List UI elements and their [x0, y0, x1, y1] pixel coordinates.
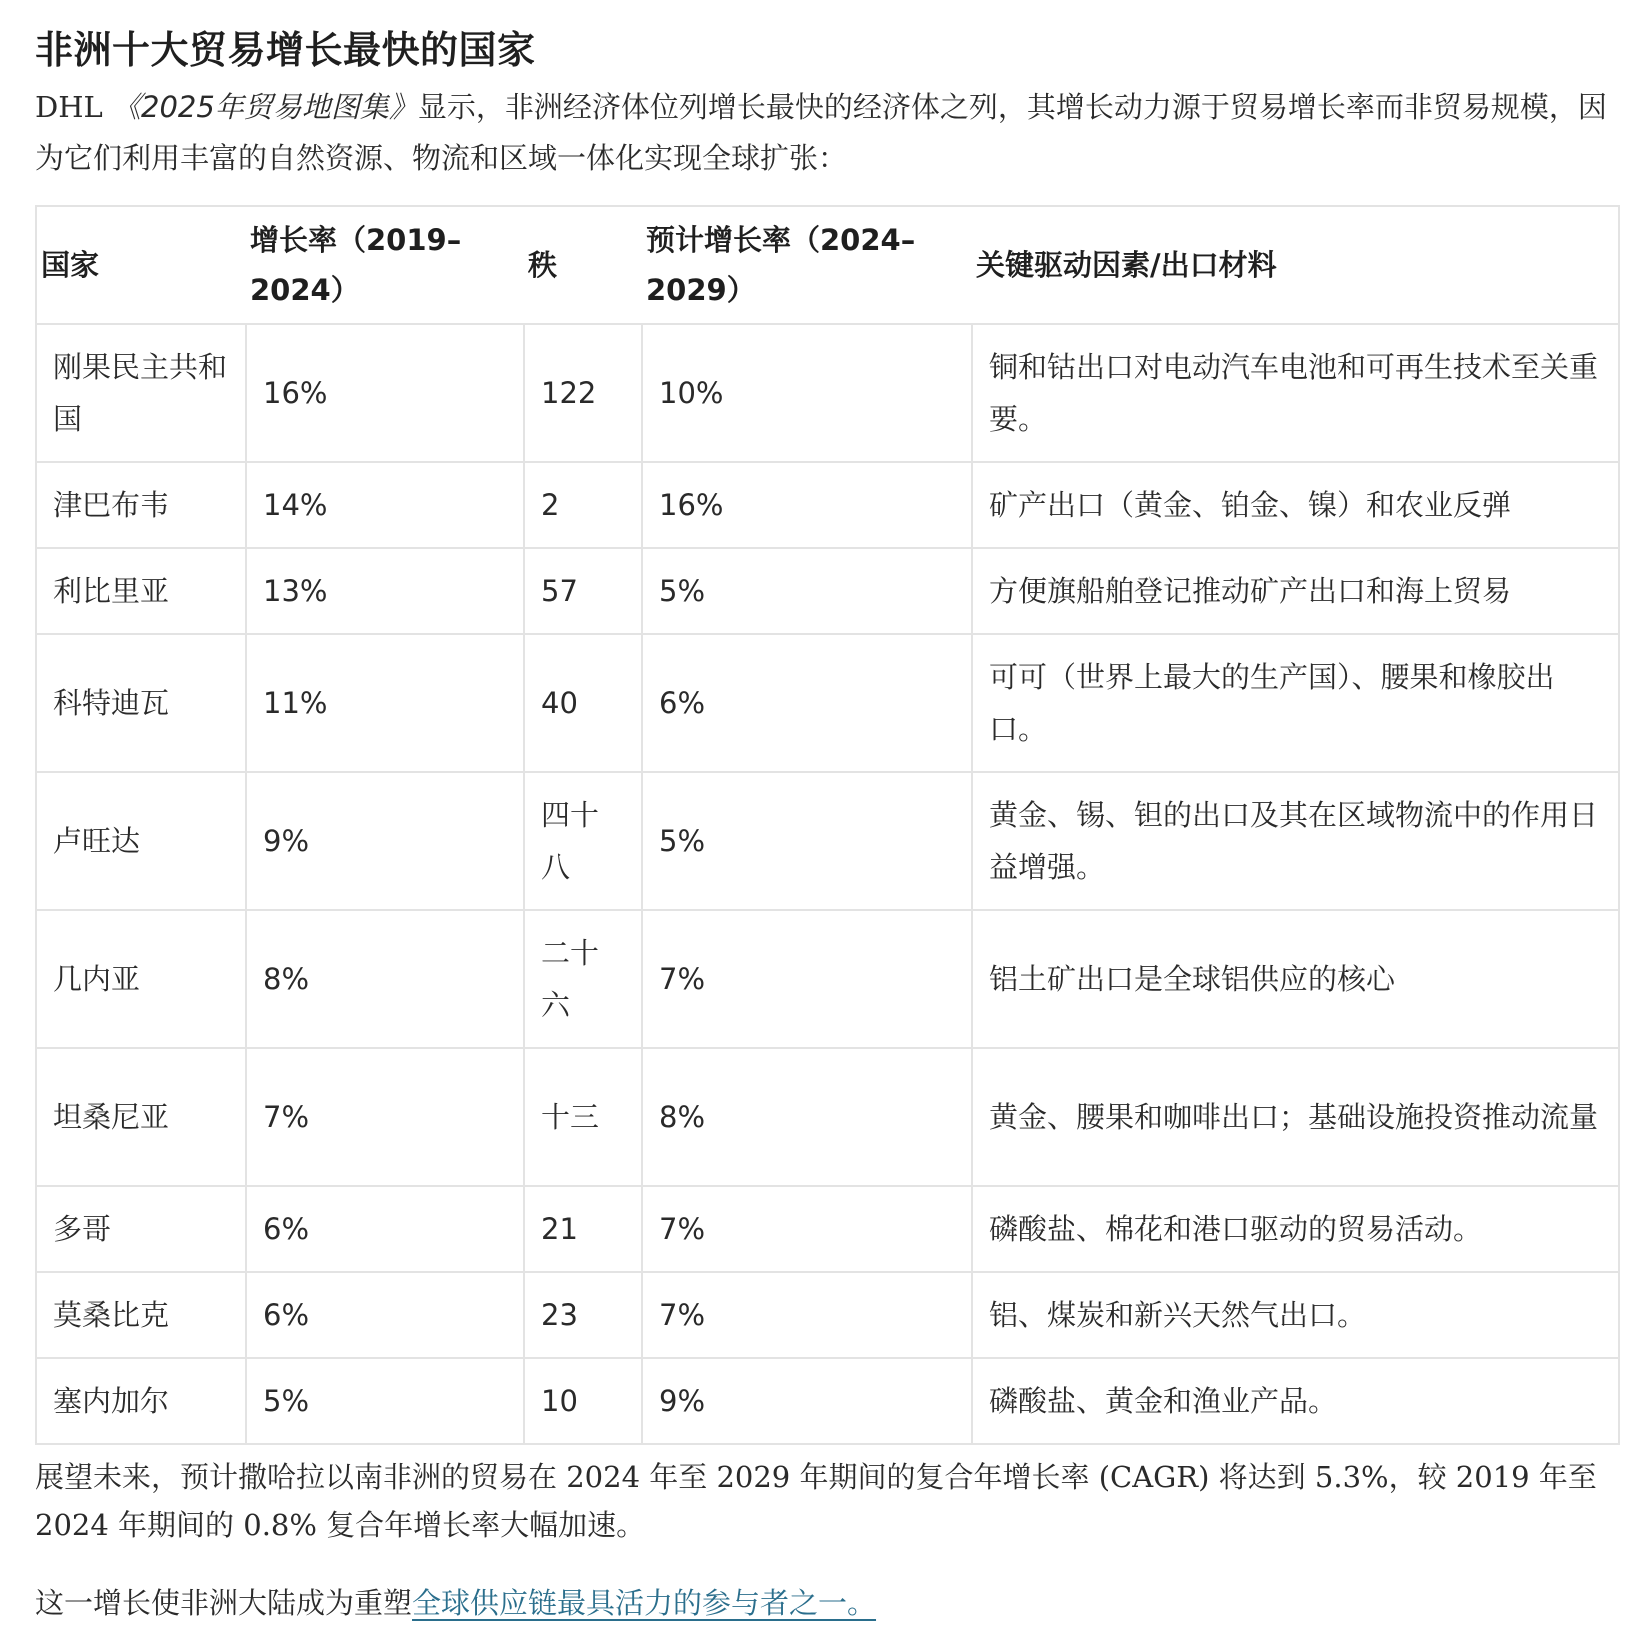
cell-country: 多哥 — [36, 1186, 246, 1272]
cell-growth-rate: 13% — [246, 548, 524, 634]
cell-key-drivers: 矿产出口（黄金、铂金、镍）和农业反弹 — [972, 462, 1619, 548]
cell-key-drivers: 铝、煤炭和新兴天然气出口。 — [972, 1272, 1619, 1358]
cell-rank: 21 — [524, 1186, 642, 1272]
supply-chain-link[interactable]: 全球供应链最具活力的参与者之一。 — [412, 1586, 877, 1620]
cell-projected-growth: 7% — [642, 1272, 972, 1358]
intro-source: DHL — [35, 90, 113, 124]
cell-rank: 二十六 — [524, 910, 642, 1048]
cell-growth-rate: 6% — [246, 1186, 524, 1272]
table-row — [36, 1048, 1619, 1186]
cell-country: 卢旺达 — [36, 772, 246, 910]
cell-growth-rate: 6% — [246, 1272, 524, 1358]
closing-text: 这一增长使非洲大陆成为重塑 — [35, 1586, 413, 1620]
table-row — [36, 634, 1619, 772]
cell-projected-growth: 8% — [642, 1048, 972, 1186]
cell-projected-growth: 16% — [642, 462, 972, 548]
header-rank: 秩 — [524, 206, 642, 324]
header-projected-growth: 预计增长率（2024–2029） — [642, 206, 972, 324]
cell-rank: 2 — [524, 462, 642, 548]
table-row — [36, 1272, 1619, 1358]
outlook-paragraph: 展望未来，预计撒哈拉以南非洲的贸易在 2024 年至 2029 年期间的复合年增长率 (CAGR) 将达到 5.3%，较 2019 年至 2024 年期间的 0.8% 复合年增长率大幅加速。 — [35, 1460, 1597, 1542]
cell-projected-growth: 7% — [642, 1186, 972, 1272]
cell-growth-rate: 5% — [246, 1358, 524, 1444]
cell-rank: 40 — [524, 634, 642, 772]
cell-country: 塞内加尔 — [36, 1358, 246, 1444]
cell-key-drivers: 磷酸盐、黄金和渔业产品。 — [972, 1358, 1619, 1444]
table-row — [36, 1358, 1619, 1444]
table-row — [36, 772, 1619, 910]
article-title: 非洲十大贸易增长最快的国家 — [35, 28, 536, 72]
trade-growth-table — [35, 205, 1620, 1445]
cell-country: 利比里亚 — [36, 548, 246, 634]
cell-projected-growth: 10% — [642, 324, 972, 462]
cell-country: 几内亚 — [36, 910, 246, 1048]
cell-key-drivers: 黄金、腰果和咖啡出口；基础设施投资推动流量 — [972, 1048, 1619, 1186]
header-growth-rate: 增长率（2019–2024） — [246, 206, 524, 324]
cell-rank: 四十八 — [524, 772, 642, 910]
table-row — [36, 1186, 1619, 1272]
cell-key-drivers: 方便旗船舶登记推动矿产出口和海上贸易 — [972, 548, 1619, 634]
table-row — [36, 548, 1619, 634]
cell-growth-rate: 9% — [246, 772, 524, 910]
cell-rank: 122 — [524, 324, 642, 462]
cell-rank: 23 — [524, 1272, 642, 1358]
table-header-row — [36, 206, 1619, 324]
header-country: 国家 — [36, 206, 246, 324]
cell-growth-rate: 14% — [246, 462, 524, 548]
cell-key-drivers: 可可（世界上最大的生产国）、腰果和橡胶出口。 — [972, 634, 1619, 772]
cell-key-drivers: 磷酸盐、棉花和港口驱动的贸易活动。 — [972, 1186, 1619, 1272]
table-row — [36, 324, 1619, 462]
cell-key-drivers: 铜和钴出口对电动汽车电池和可再生技术至关重要。 — [972, 324, 1619, 462]
cell-growth-rate: 7% — [246, 1048, 524, 1186]
cell-projected-growth: 5% — [642, 772, 972, 910]
cell-rank: 57 — [524, 548, 642, 634]
cell-country: 津巴布韦 — [36, 462, 246, 548]
cell-country: 坦桑尼亚 — [36, 1048, 246, 1186]
intro-text: 显示，非洲经济体位列增长最快的经济体之列，其增长动力源于贸易增长率而非贸易规模，因为它们利用丰富的自然资源、物流和区域一体化实现全球扩张： — [35, 90, 1607, 175]
cell-projected-growth: 5% — [642, 548, 972, 634]
cell-projected-growth: 7% — [642, 910, 972, 1048]
cell-key-drivers: 黄金、锡、钽的出口及其在区域物流中的作用日益增强。 — [972, 772, 1619, 910]
cell-rank: 十三 — [524, 1048, 642, 1186]
article — [35, 26, 1625, 1627]
cell-growth-rate: 16% — [246, 324, 524, 462]
cell-country: 刚果民主共和国 — [36, 324, 246, 462]
cell-rank: 10 — [524, 1358, 642, 1444]
table-row — [36, 462, 1619, 548]
cell-projected-growth: 6% — [642, 634, 972, 772]
cell-growth-rate: 11% — [246, 634, 524, 772]
closing-paragraph — [35, 1579, 1625, 1627]
header-key-drivers: 关键驱动因素/出口材料 — [972, 206, 1619, 324]
table-row — [36, 910, 1619, 1048]
cell-projected-growth: 9% — [642, 1358, 972, 1444]
intro-report-title: 《2025年贸易地图集》 — [112, 90, 418, 124]
cell-country: 科特迪瓦 — [36, 634, 246, 772]
cell-country: 莫桑比克 — [36, 1272, 246, 1358]
cell-key-drivers: 铝土矿出口是全球铝供应的核心 — [972, 910, 1619, 1048]
cell-growth-rate: 8% — [246, 910, 524, 1048]
intro-paragraph — [35, 82, 1625, 184]
